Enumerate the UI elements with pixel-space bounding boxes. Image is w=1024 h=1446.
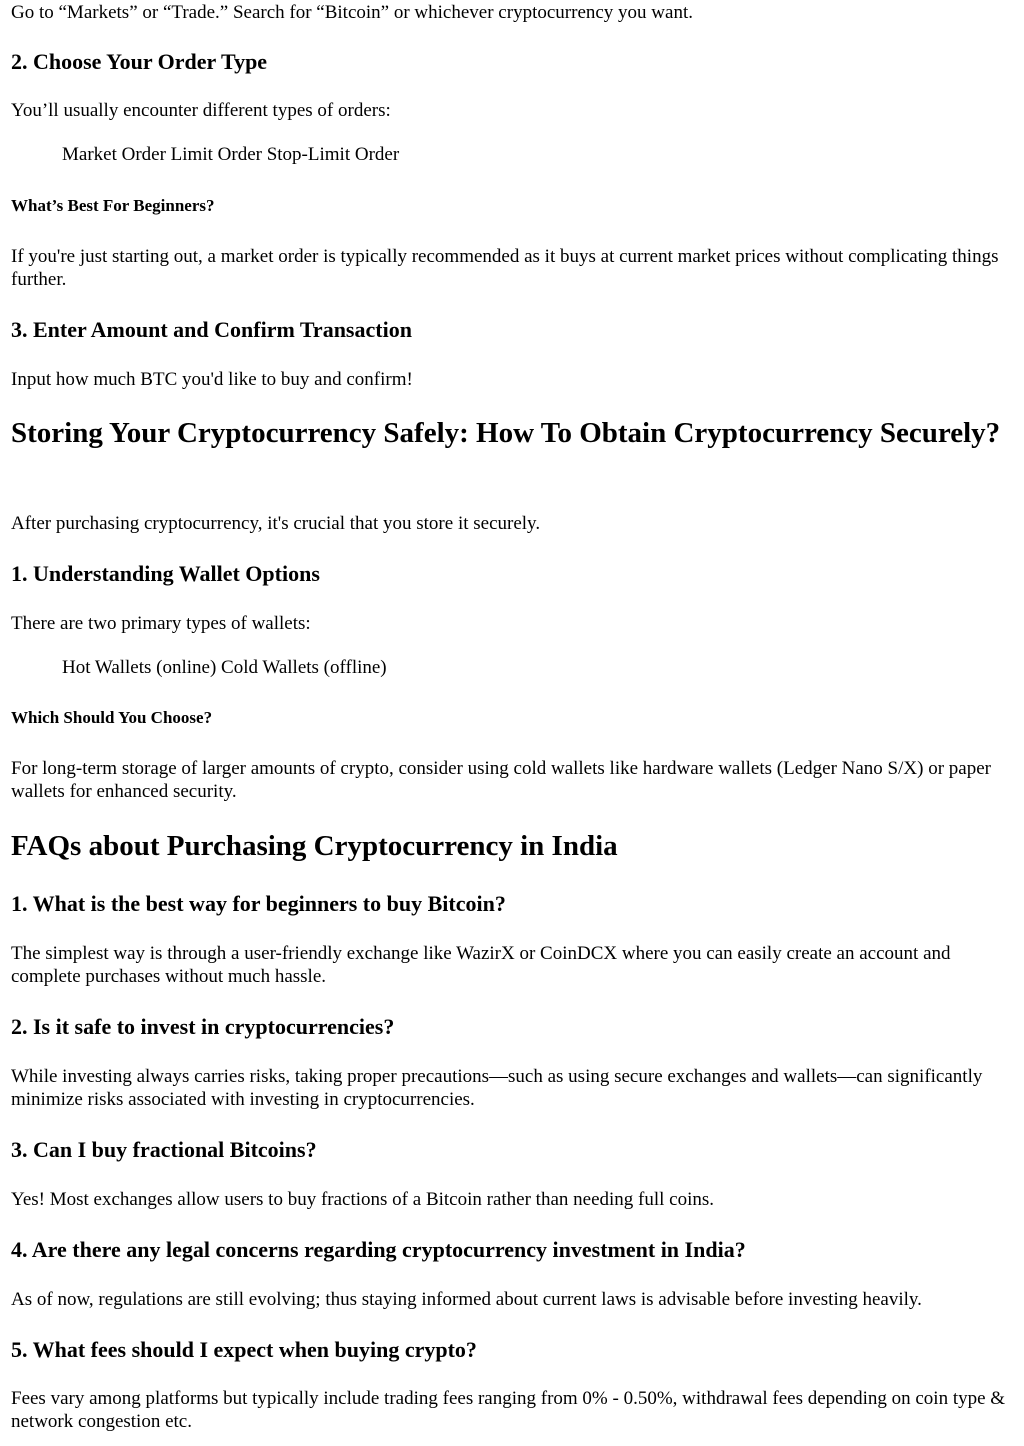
faq-answer: The simplest way is through a user-friendly exchange like WazirX or CoinDCX where you can easily create an account and complete purchases without much hassle. (11, 943, 951, 987)
wallet-options-heading: 1. Understanding Wallet Options (11, 561, 320, 586)
order-types-list: Market Order Limit Order Stop-Limit Order (62, 144, 400, 165)
faq-answer: Fees vary among platforms but typically include trading fees ranging from 0% - 0.50%, withdrawal fees depending on coin type & network congestion etc. (11, 1388, 1006, 1432)
faq-question: 3. Can I buy fractional Bitcoins? (11, 1137, 317, 1162)
faq-question: 5. What fees should I expect when buying crypto? (11, 1337, 477, 1362)
beginners-advice: If you're just starting out, a market order is typically recommended as it buys at current market prices without complicating things further. (11, 246, 999, 290)
order-type-intro: You’ll usually encounter different types of orders: (11, 100, 391, 121)
faq-answer: While investing always carries risks, taking proper precautions—such as using secure exchanges and wallets—can significantly minimize risks associated with investing in cryptocurrencies. (11, 1066, 983, 1110)
faq-answer: As of now, regulations are still evolving; thus staying informed about current laws is advisable before investing heavily. (11, 1289, 922, 1310)
faq-question: 1. What is the best way for beginners to buy Bitcoin? (11, 891, 506, 916)
beginners-subheading: What’s Best For Beginners? (11, 196, 215, 215)
faq-question: 4. Are there any legal concerns regarding cryptocurrency investment in India? (11, 1237, 746, 1262)
confirm-text: Input how much BTC you'd like to buy and confirm! (11, 369, 413, 390)
confirm-heading: 3. Enter Amount and Confirm Transaction (11, 317, 412, 342)
faq-question: 2. Is it safe to invest in cryptocurrencies? (11, 1014, 395, 1039)
faq-answer: Yes! Most exchanges allow users to buy fractions of a Bitcoin rather than needing full coins. (11, 1189, 715, 1210)
intro-paragraph: Go to “Markets” or “Trade.” Search for “Bitcoin” or whichever cryptocurrency you want. (11, 2, 693, 23)
storage-heading: Storing Your Cryptocurrency Safely: How To Obtain Cryptocurrency Securely? (11, 417, 1001, 449)
choose-wallet-text: For long-term storage of larger amounts of crypto, consider using cold wallets like hardware wallets (Ledger Nano S/X) or paper wallets for enhanced security. (11, 758, 991, 802)
wallet-types-list: Hot Wallets (online) Cold Wallets (offline) (62, 657, 387, 678)
wallet-intro: There are two primary types of wallets: (11, 613, 311, 634)
faq-heading: FAQs about Purchasing Cryptocurrency in India (11, 830, 618, 862)
storage-intro: After purchasing cryptocurrency, it's crucial that you store it securely. (11, 513, 541, 534)
order-type-heading: 2. Choose Your Order Type (11, 49, 268, 74)
choose-wallet-subheading: Which Should You Choose? (11, 708, 213, 727)
